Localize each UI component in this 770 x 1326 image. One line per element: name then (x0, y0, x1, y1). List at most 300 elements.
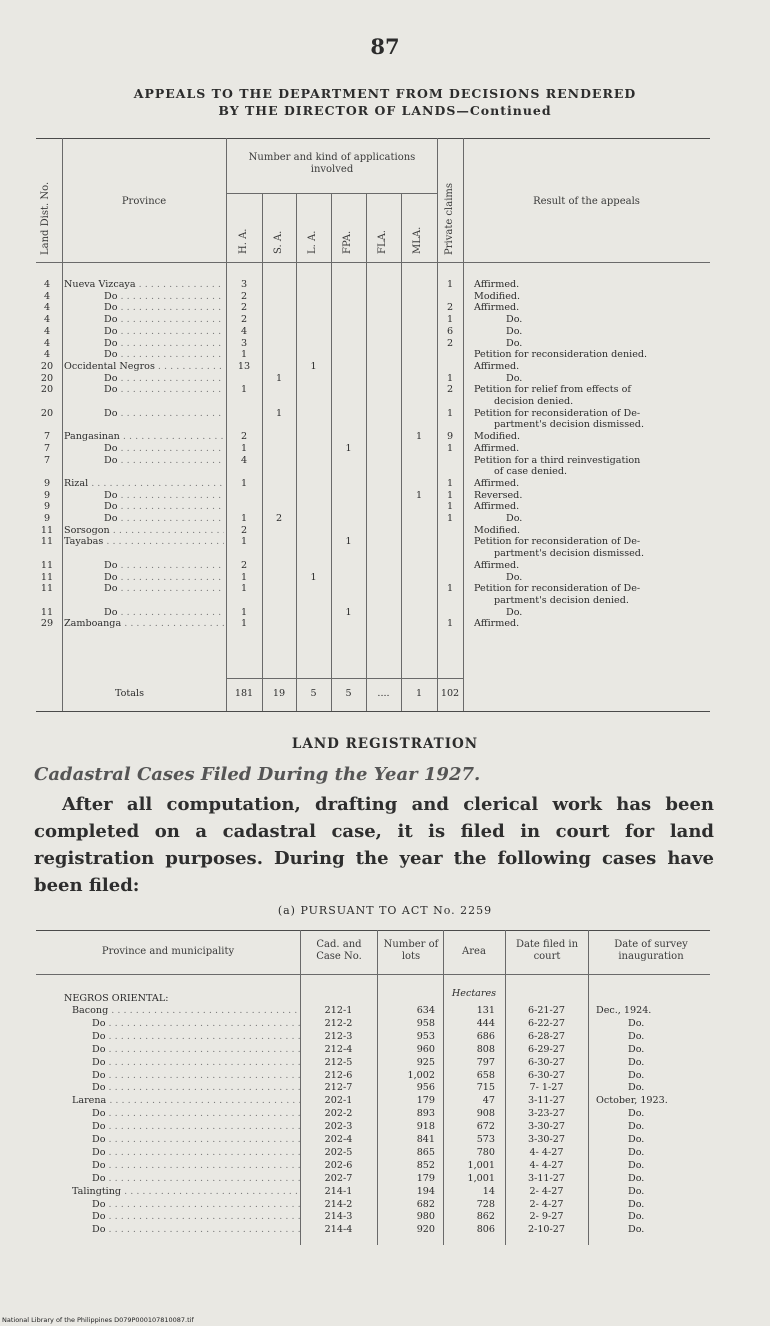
date-filed-cell: 3-23-27 (527, 1108, 565, 1120)
lots-cell: 920 (416, 1224, 435, 1236)
province-cell: Do . . . (104, 338, 224, 349)
table-row (0, 1147, 770, 1159)
table-row (0, 490, 770, 501)
col-province: Province (121, 196, 167, 207)
area-cell: 806 (476, 1224, 495, 1236)
case-no-cell: 212-7 (324, 1082, 353, 1094)
lots-cell: 852 (416, 1159, 435, 1171)
table-row (0, 314, 770, 325)
area-cell: 131 (476, 1005, 495, 1016)
land-dist-no: 20 (40, 384, 54, 396)
lots-cell: 960 (416, 1043, 435, 1055)
col-date-filed: Date filed in court (515, 939, 579, 962)
land-dist-no: 4 (43, 337, 51, 349)
province-cell: Zamboanga . . . (64, 618, 224, 629)
table-row-continuation (0, 419, 770, 430)
table-row (0, 501, 770, 512)
municipality-cell: Do . . . (92, 1199, 300, 1211)
result-cell: Petition for relief from effects of (474, 384, 631, 396)
col-ha: H. A. (238, 228, 249, 254)
land-dist-no: 20 (40, 360, 54, 372)
result-cell: Petition for a third reinvestigation (474, 454, 641, 466)
result-cell: Petition for reconsideration denied. (474, 349, 648, 361)
date-filed-cell: 3-11-27 (527, 1172, 565, 1184)
area-cell: 1,001 (467, 1172, 495, 1184)
date-filed-cell: 2- 4-27 (529, 1198, 564, 1210)
area-cell: 47 (482, 1095, 495, 1107)
count-fpa: 1 (345, 536, 352, 548)
result-cell: Affirmed. (474, 360, 520, 372)
case-no-cell: 212-3 (324, 1030, 353, 1042)
table-row (0, 302, 770, 313)
land-dist-no: 11 (40, 559, 54, 571)
survey-date-cell: Do. (628, 1069, 645, 1081)
lots-cell: 865 (416, 1146, 435, 1158)
total-sa: 19 (272, 688, 286, 699)
case-no-cell: 212-5 (324, 1056, 353, 1068)
survey-date-cell: Do. (628, 1185, 645, 1197)
survey-date-cell: Do. (628, 1017, 645, 1029)
result-cell-continued: partment's decision dismissed. (494, 419, 644, 431)
count-pc: 2 (446, 302, 454, 314)
date-filed-cell: 3-11-27 (527, 1095, 565, 1107)
table-row (0, 326, 770, 337)
municipality-cell: Bacong . . . (72, 1005, 300, 1017)
date-filed-cell: 3-30-27 (527, 1121, 565, 1133)
table1-bottom-rule (36, 711, 710, 712)
result-cell: Affirmed. (474, 279, 520, 290)
case-no-cell: 212-4 (324, 1043, 353, 1055)
land-dist-no: 9 (43, 477, 51, 489)
province-cell: Do . . . (104, 314, 224, 325)
land-dist-no: 4 (43, 349, 51, 361)
province-cell: Do . . . (104, 349, 224, 360)
col-area: Area (462, 946, 486, 957)
area-cell: 908 (476, 1108, 495, 1120)
table-row (0, 455, 770, 466)
province-cell: Do . . . (104, 560, 224, 571)
count-pc: 1 (446, 407, 454, 419)
result-cell: Do. (506, 314, 523, 326)
count-ha: 2 (240, 431, 248, 443)
result-cell: Do. (506, 571, 523, 583)
table-row (0, 1070, 770, 1082)
count-pc: 1 (446, 513, 454, 524)
table-row (0, 1044, 770, 1056)
municipality-cell: Do . . . (92, 1147, 300, 1159)
case-no-cell: 202-5 (324, 1146, 353, 1158)
land-dist-no: 4 (43, 290, 51, 302)
date-filed-cell: 3-30-27 (527, 1134, 565, 1145)
count-pc: 9 (446, 431, 454, 443)
municipality-cell: Do . . . (92, 1057, 300, 1069)
count-ha: 1 (240, 442, 248, 454)
result-cell-continued: partment's decision denied. (494, 594, 629, 606)
count-pc: 2 (446, 337, 454, 349)
land-dist-no: 4 (43, 325, 51, 337)
table1-totals-row (0, 688, 770, 699)
province-cell: Do . . . (104, 408, 224, 419)
survey-date-cell: Do. (628, 1159, 645, 1171)
count-fpa: 1 (345, 442, 352, 454)
table-row (0, 1134, 770, 1146)
province-cell: Do . . . (104, 373, 224, 384)
table1-header-rule (36, 262, 710, 263)
area-cell: 797 (476, 1056, 495, 1068)
date-filed-cell: 2-10-27 (527, 1224, 565, 1236)
lots-cell: 980 (416, 1211, 435, 1223)
province-cell: Do . . . (104, 302, 224, 313)
table-row (0, 1095, 770, 1107)
count-sa: 1 (275, 407, 283, 419)
municipality-cell: Talingting . . . (72, 1186, 300, 1198)
table-row (0, 560, 770, 571)
land-dist-no: 11 (40, 606, 54, 618)
total-ha: 181 (234, 688, 254, 699)
area-cell: 715 (476, 1082, 495, 1094)
province-cell: Tayabas . . . (64, 536, 224, 547)
count-pc: 1 (446, 279, 454, 290)
municipality-cell: Do . . . (92, 1082, 300, 1094)
survey-date-cell: Do. (628, 1211, 645, 1223)
area-cell: 808 (476, 1043, 495, 1055)
count-pc: 2 (446, 384, 454, 396)
count-ha: 1 (240, 349, 248, 361)
table-row (0, 607, 770, 618)
result-cell: Do. (506, 513, 523, 524)
survey-date-cell: Do. (628, 1172, 645, 1184)
table-row (0, 408, 770, 419)
table-row (0, 431, 770, 442)
table-row (0, 1082, 770, 1094)
count-ha: 1 (240, 618, 248, 630)
date-filed-cell: 6-29-27 (527, 1043, 565, 1055)
table-row (0, 1160, 770, 1172)
province-cell: Do . . . (104, 583, 224, 594)
survey-date-cell: Do. (628, 1043, 645, 1055)
count-ha: 1 (240, 583, 248, 595)
col-sa: S. A. (273, 230, 284, 254)
province-cell: Do . . . (104, 443, 224, 454)
table-row-continuation (0, 595, 770, 606)
table2-caption: (a) PURSUANT TO ACT No. 2259 (277, 904, 493, 917)
province-cell: Occidental Negros . . . (64, 361, 224, 372)
survey-date-cell: Do. (628, 1108, 645, 1120)
province-cell: Rizal . . . (64, 478, 224, 489)
table-row (0, 572, 770, 583)
municipality-cell: Do . . . (92, 1173, 300, 1185)
result-cell: Do. (506, 337, 523, 349)
date-filed-cell: 4- 4-27 (529, 1146, 564, 1158)
municipality-cell: Do . . . (92, 1044, 300, 1056)
table-row (0, 1186, 770, 1198)
area-cell: 573 (476, 1134, 495, 1145)
count-fpa: 1 (345, 606, 352, 618)
table-row (0, 1173, 770, 1185)
count-ha: 4 (240, 454, 248, 466)
col-private-claims: Private claims (444, 182, 455, 255)
count-ha: 1 (240, 536, 248, 548)
lots-cell: 925 (416, 1056, 435, 1068)
province-cell: Do . . . (104, 572, 224, 583)
table-row-continuation (0, 548, 770, 559)
col-case-no: Cad. and Case No. (316, 939, 362, 962)
province-cell: Do . . . (104, 384, 224, 395)
table-row (0, 349, 770, 360)
count-ha: 2 (240, 524, 248, 536)
province-cell: Do . . . (104, 501, 224, 512)
table-row (0, 1121, 770, 1133)
date-filed-cell: 7- 1-27 (529, 1082, 564, 1094)
province-negros-oriental: NEGROS ORIENTAL: (64, 993, 169, 1004)
count-pc: 1 (446, 442, 454, 454)
survey-date-cell: Do. (628, 1082, 645, 1094)
case-no-cell: 202-2 (324, 1108, 353, 1120)
lots-cell: 682 (416, 1198, 435, 1210)
table-row (0, 443, 770, 454)
case-no-cell: 202-1 (324, 1095, 353, 1107)
count-sa: 2 (275, 513, 283, 524)
municipality-cell: Larena . . . (72, 1095, 300, 1107)
table-row (0, 338, 770, 349)
count-ha: 13 (237, 360, 251, 372)
total-la: 5 (310, 688, 317, 699)
lots-cell: 953 (416, 1030, 435, 1042)
survey-date-cell: Do. (628, 1030, 645, 1042)
survey-date-cell: Do. (628, 1224, 645, 1236)
province-cell: Do . . . (104, 455, 224, 466)
municipality-cell: Do . . . (92, 1160, 300, 1172)
case-no-cell: 214-1 (324, 1185, 353, 1197)
col-fla: FLA. (377, 230, 388, 254)
table2-header-rule (36, 974, 710, 975)
table-row (0, 1224, 770, 1236)
result-cell: Reversed. (474, 489, 523, 501)
count-ha: 1 (240, 571, 248, 583)
result-cell: Do. (506, 325, 523, 337)
lots-cell: 179 (416, 1172, 435, 1184)
municipality-cell: Do . . . (92, 1070, 300, 1082)
municipality-cell: Do . . . (92, 1224, 300, 1236)
land-dist-no: 4 (43, 302, 51, 314)
count-ha: 4 (240, 325, 248, 337)
col-la: L. A. (307, 230, 318, 254)
lots-cell: 634 (416, 1005, 435, 1016)
count-ha: 2 (240, 314, 248, 326)
table-row (0, 361, 770, 372)
count-ha: 3 (240, 337, 248, 349)
result-cell: Petition for reconsideration of De- (474, 407, 641, 419)
area-unit: Hectares (451, 988, 497, 999)
col-province-municipality: Province and municipality (101, 946, 235, 957)
land-dist-no: 9 (43, 489, 51, 501)
count-ha: 1 (240, 384, 248, 396)
land-dist-no: 20 (40, 372, 54, 384)
lots-cell: 893 (416, 1108, 435, 1120)
count-pc: 1 (446, 501, 454, 513)
table-row (0, 1005, 770, 1017)
result-cell-continued: decision denied. (494, 396, 574, 407)
area-cell: 672 (476, 1121, 495, 1133)
area-cell: 14 (482, 1185, 495, 1197)
land-dist-no: 9 (43, 513, 51, 524)
case-no-cell: 202-3 (324, 1121, 353, 1133)
province-cell: Pangasinan . . . (64, 431, 224, 442)
count-ha: 2 (240, 290, 248, 302)
page-number: 87 (370, 34, 400, 59)
result-cell-continued: partment's decision dismissed. (494, 548, 644, 560)
table-row (0, 384, 770, 395)
result-cell: Modified. (474, 524, 521, 536)
municipality-cell: Do . . . (92, 1031, 300, 1043)
count-pc: 1 (446, 583, 454, 595)
land-dist-no: 11 (40, 536, 54, 548)
province-cell: Do . . . (104, 291, 224, 302)
count-pc: 6 (446, 325, 454, 337)
case-no-cell: 202-4 (324, 1134, 353, 1145)
result-cell: Affirmed. (474, 477, 520, 489)
area-cell: 1,001 (467, 1159, 495, 1171)
date-filed-cell: 6-21-27 (527, 1005, 565, 1016)
municipality-cell: Do . . . (92, 1211, 300, 1223)
table-row (0, 1199, 770, 1211)
lots-cell: 194 (416, 1185, 435, 1197)
table-row (0, 373, 770, 384)
survey-date-cell: October, 1923. (596, 1095, 668, 1107)
date-filed-cell: 2- 4-27 (529, 1185, 564, 1197)
total-fla: .... (377, 688, 390, 699)
province-cell: Do . . . (104, 607, 224, 618)
col-fpa: FPA. (342, 230, 353, 254)
table2-top-rule (36, 930, 710, 931)
land-dist-no: 4 (43, 279, 51, 290)
case-no-cell: 202-6 (324, 1159, 353, 1171)
section-title: LAND REGISTRATION (291, 736, 479, 752)
date-filed-cell: 6-30-27 (527, 1069, 565, 1081)
table-row (0, 513, 770, 524)
table-title-line2: BY THE DIRECTOR OF LANDS—Continued (218, 103, 552, 118)
case-no-cell: 212-1 (324, 1005, 353, 1016)
count-pc: 1 (446, 477, 454, 489)
total-mla: 1 (415, 688, 423, 699)
case-no-cell: 212-2 (324, 1017, 353, 1029)
result-cell: Do. (506, 606, 523, 618)
result-cell-continued: of case denied. (494, 466, 568, 478)
table-row-continuation (0, 396, 770, 407)
land-dist-no: 20 (40, 407, 54, 419)
result-cell: Affirmed. (474, 442, 520, 454)
land-dist-no: 9 (43, 501, 51, 513)
table-row (0, 525, 770, 536)
date-filed-cell: 6-22-27 (527, 1017, 565, 1029)
result-cell: Affirmed. (474, 618, 520, 630)
municipality-cell: Do . . . (92, 1018, 300, 1030)
count-pc: 1 (446, 372, 454, 384)
table-row (0, 1057, 770, 1069)
table-row-continuation (0, 466, 770, 477)
area-cell: 728 (476, 1198, 495, 1210)
count-ha: 3 (240, 279, 248, 290)
date-filed-cell: 6-30-27 (527, 1056, 565, 1068)
result-cell: Petition for reconsideration of De- (474, 536, 641, 548)
count-ha: 1 (240, 477, 248, 489)
date-filed-cell: 2- 9-27 (529, 1211, 564, 1223)
col-mla: MLA. (412, 226, 423, 254)
area-cell: 686 (476, 1030, 495, 1042)
date-filed-cell: 6-28-27 (527, 1030, 565, 1042)
land-dist-no: 7 (43, 431, 51, 443)
count-la: 1 (310, 360, 317, 372)
land-dist-no: 4 (43, 314, 51, 326)
case-no-cell: 214-2 (324, 1198, 353, 1210)
area-cell: 444 (476, 1017, 495, 1029)
count-la: 1 (310, 571, 317, 583)
table1-top-rule (36, 138, 710, 139)
survey-date-cell: Do. (628, 1134, 645, 1145)
count-ha: 2 (240, 302, 248, 314)
result-cell: Modified. (474, 290, 521, 302)
province-cell: Do . . . (104, 326, 224, 337)
province-cell: Sorsogon . . . (64, 525, 224, 536)
survey-date-cell: Do. (628, 1146, 645, 1158)
col-result: Result of the appeals (533, 196, 640, 207)
table-title-line1: APPEALS TO THE DEPARTMENT FROM DECISIONS RENDERED (133, 86, 637, 101)
result-cell: Do. (506, 372, 523, 384)
count-ha: 1 (240, 513, 248, 524)
table-row (0, 536, 770, 547)
table-row (0, 583, 770, 594)
table-row (0, 291, 770, 302)
survey-date-cell: Do. (628, 1198, 645, 1210)
col-date-survey: Date of survey inauguration (614, 939, 688, 962)
table-row (0, 1031, 770, 1043)
land-dist-no: 29 (40, 618, 54, 630)
count-mla: 1 (415, 431, 423, 443)
count-sa: 1 (275, 372, 283, 384)
count-ha: 2 (240, 559, 248, 571)
municipality-cell: Do . . . (92, 1121, 300, 1133)
lots-cell: 958 (416, 1017, 435, 1029)
result-cell: Affirmed. (474, 501, 520, 513)
lots-cell: 1,002 (407, 1069, 435, 1081)
totals-label: Totals (115, 688, 144, 699)
land-dist-no: 7 (43, 454, 51, 466)
survey-date-cell: Do. (628, 1121, 645, 1133)
count-pc: 1 (446, 489, 454, 501)
count-pc: 1 (446, 314, 454, 326)
survey-date-cell: Dec., 1924. (596, 1005, 652, 1016)
body-paragraph: After all computation, drafting and clerical work has been completed on a cadastral case, it is filed in court for land registration purposes. During the year the following cases have been filed: (34, 794, 714, 896)
result-cell: Modified. (474, 431, 521, 443)
col-applications-group: Number and kind of applications involved (248, 152, 416, 175)
table-row (0, 1108, 770, 1120)
table-row (0, 478, 770, 489)
survey-date-cell: Do. (628, 1056, 645, 1068)
lots-cell: 841 (416, 1134, 435, 1145)
case-no-cell: 214-4 (324, 1224, 353, 1236)
col-land-dist-no: Land Dist. No. (40, 181, 51, 255)
subsection-title: Cadastral Cases Filed During the Year 1927. (34, 764, 481, 785)
table-row (0, 618, 770, 629)
result-cell: Petition for reconsideration of De- (474, 583, 641, 595)
area-cell: 862 (476, 1211, 495, 1223)
col-number-lots: Number of lots (383, 939, 439, 962)
total-private: 102 (440, 688, 460, 699)
lots-cell: 918 (416, 1121, 435, 1133)
area-cell: 780 (476, 1146, 495, 1158)
land-dist-no: 7 (43, 442, 51, 454)
total-fpa: 5 (345, 688, 352, 699)
